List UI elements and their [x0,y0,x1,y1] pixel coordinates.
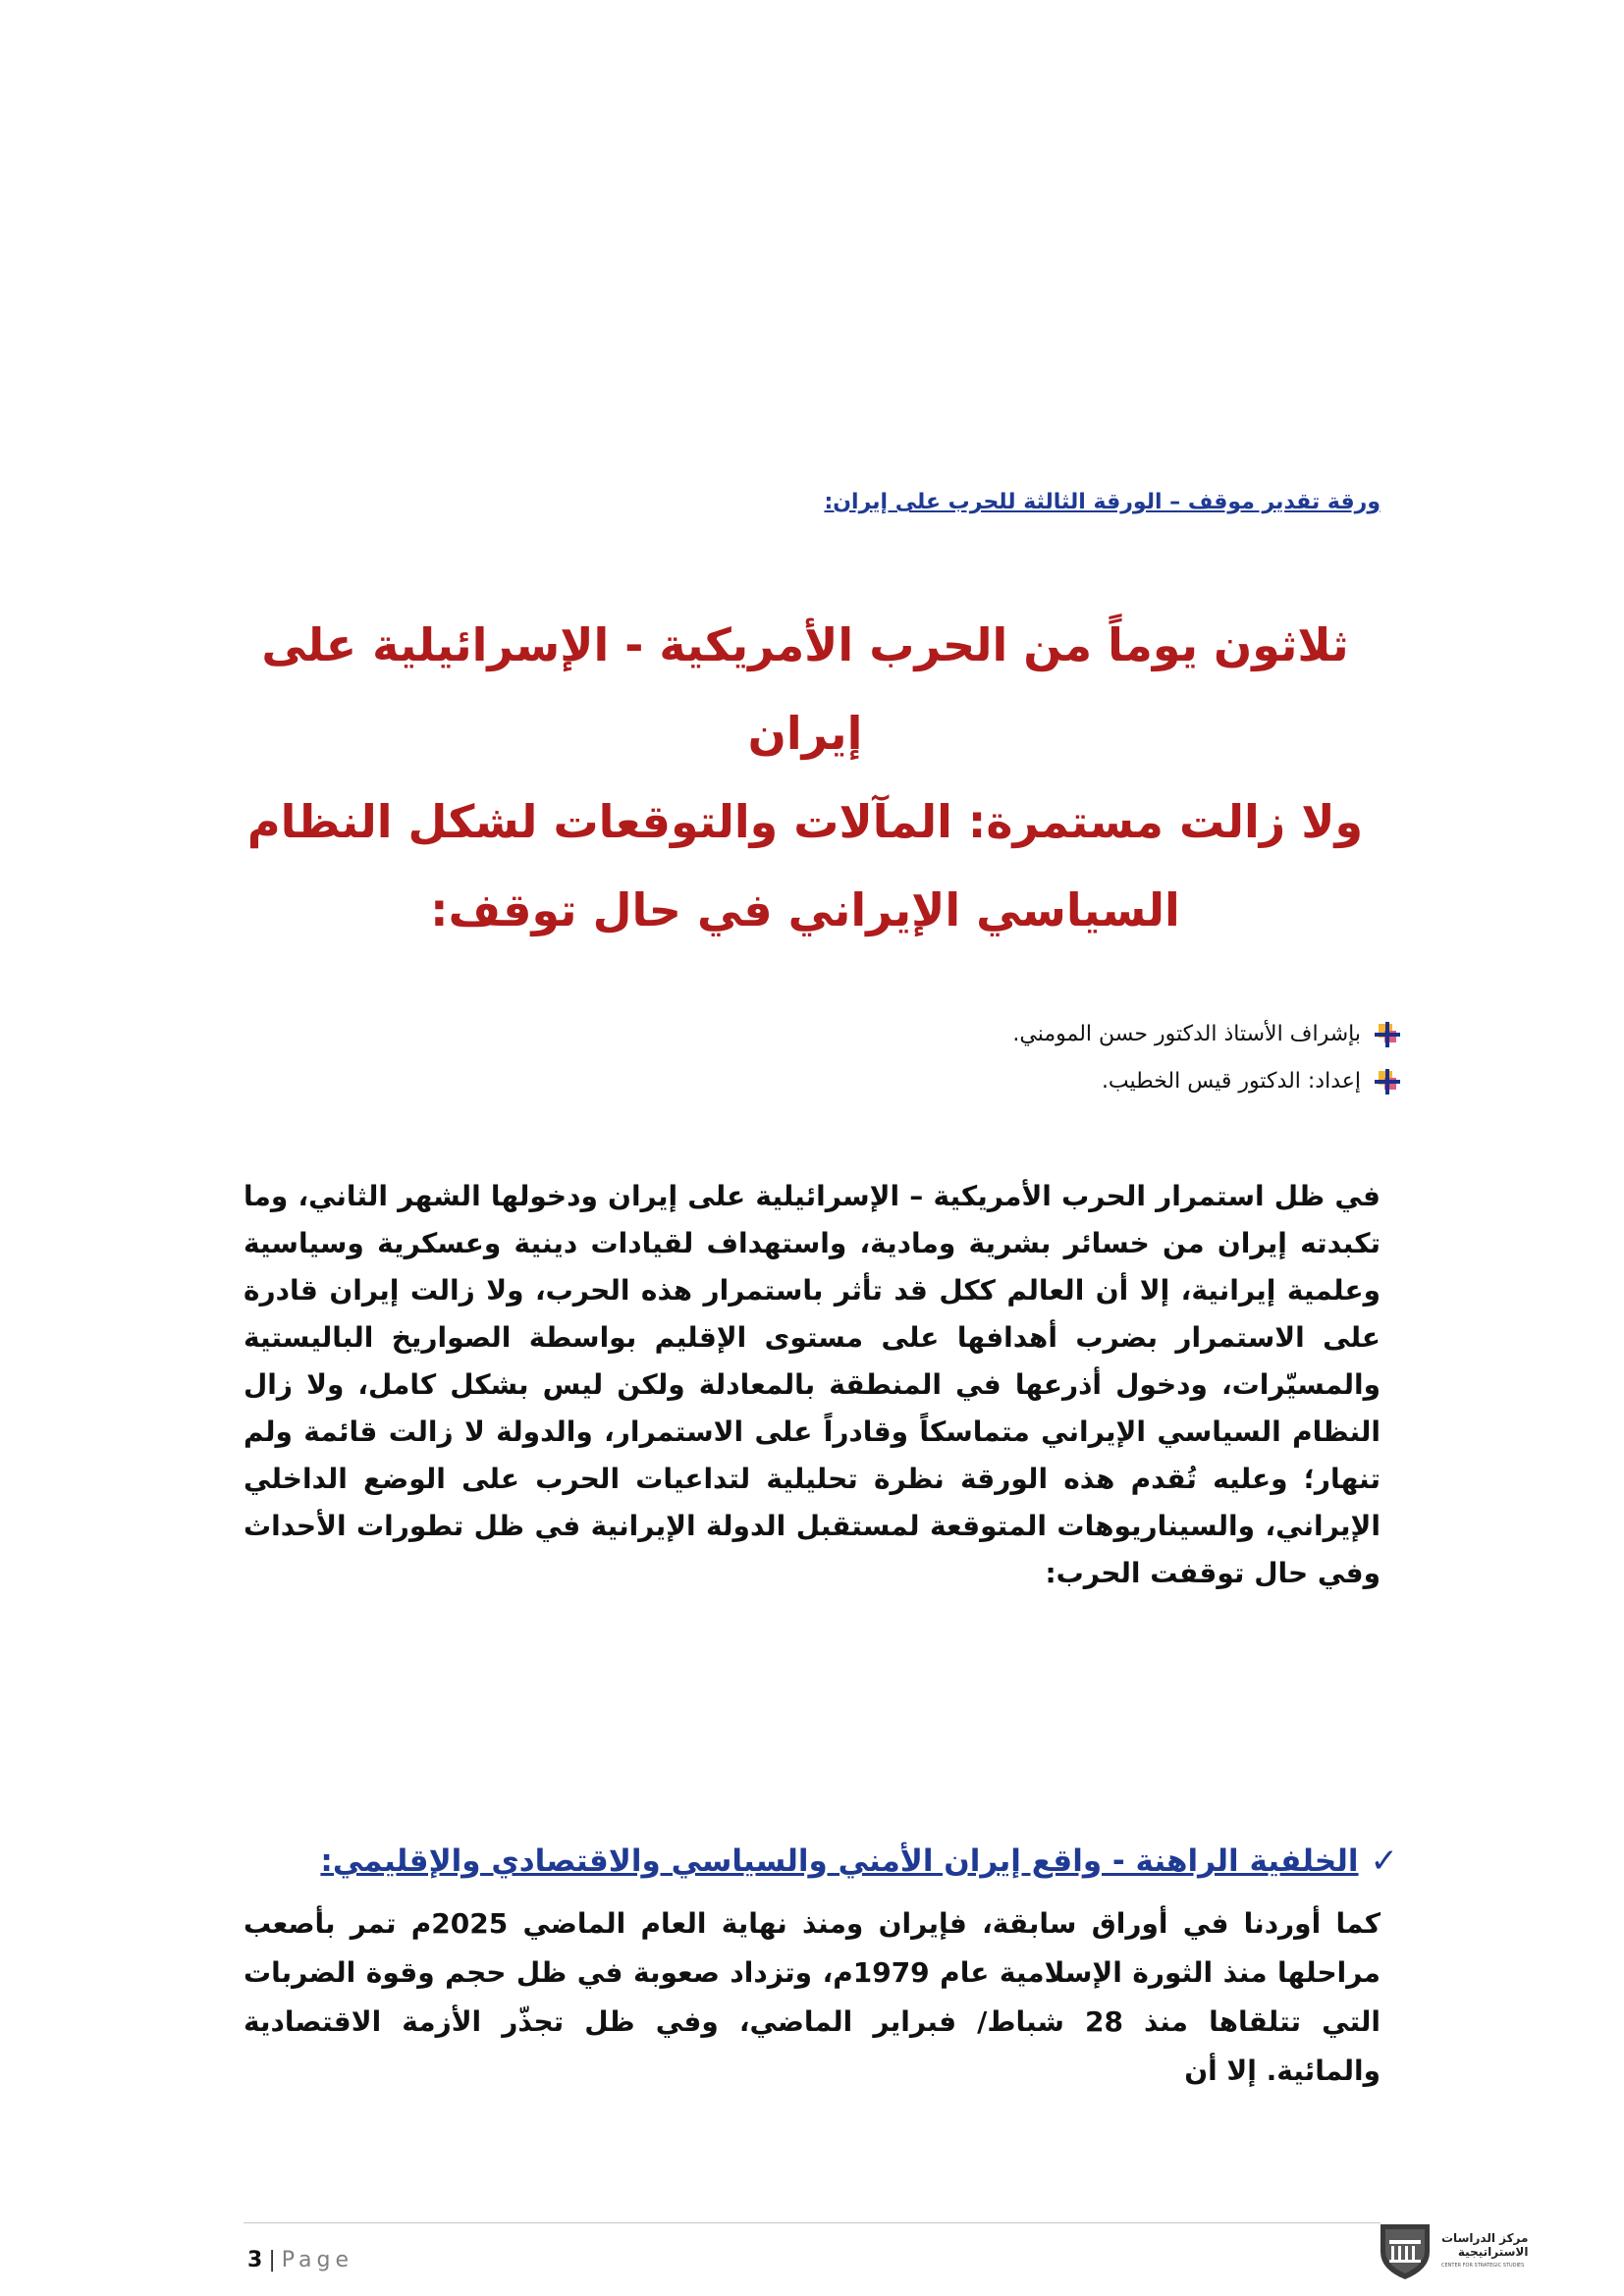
credit-supervision-text: بإشراف الأستاذ الدكتور حسن المومني. [1012,1022,1361,1046]
intro-paragraph: في ظل استمرار الحرب الأمريكية – الإسرائيلية على إيران ودخولها الشهر الثاني، وما تكبدته إيران من خسائر بشرية ومادية، واستهداف لقيادات دينية وعسكرية وسياسية وعلمية إيرانية، إلا أن العالم ككل قد تأثر باستمرار هذه الحرب، ولا زالت إيران قادرة على الاستمرار بضرب أهدافها على مستوى الإقليم بواسطة الصواريخ الباليستية والمسيّرات، ودخول أذرعها في المنطقة بالمعادلة ولكن ليس بشكل كامل، ولا زال النظام السياسي الإيراني متماسكاً وقادراً على الاستمرار، والدولة لا زالت قائمة ولم تنهار؛ وعليه تُقدم هذه الورقة نظرة تحليلية لتداعيات الحرب على الوضع الداخلي الإيراني، والسيناريوهات المتوقعة لمستقبل الدولة الإيرانية في ظل تطورات الأحداث وفي حال توقفت الحرب: [244,1180,1380,1589]
logo-line-3: CENTER FOR STRATEGIC STUDIES [1441,2263,1525,2269]
credit-author-text: إعداد: الدكتور قيس الخطيب. [1101,1069,1361,1094]
section-paragraph: كما أوردنا في أوراق سابقة، فإيران ومنذ نهاية العام الماضي 2025م تمر بأصعب مراحلها منذ الثورة الإسلامية عام 1979م، وتزداد صعوبة في ظل حجم وقوة الضربات التي تتلقاها منذ 28 شباط/ فبراير الماضي، وفي ظل تجذّر الأزمة الاقتصادية والمائية. إلا أن [244,1907,1381,2087]
page-number [247,2248,353,2272]
page-word: Page [281,2248,353,2272]
page-title [236,601,1375,954]
checkmark-icon: ✓ [1370,1842,1398,1881]
title-line-3: السياسي الإيراني في حال توقف: [430,883,1180,936]
footer-divider [244,2222,1380,2223]
page-number-value: 3 [247,2248,263,2272]
section-heading-text: الخلفية الراهنة - واقع إيران الأمني والسياسي والاقتصادي والإقليمي: [320,1843,1359,1879]
page-number-separator: | [268,2248,276,2272]
section-heading [269,1838,1398,1885]
title-line-1: ثلاثون يوماً من الحرب الأمريكية - الإسرائيلية على إيران [261,618,1349,760]
cross-bullet-icon [1375,1069,1400,1095]
credits-list [713,1011,1400,1105]
logo-text [1441,2231,1528,2272]
logo-line-2: الاستراتيجية [1457,2245,1529,2259]
title-line-2: ولا زالت مستمرة: المآلات والتوقعات لشكل النظام [246,795,1364,848]
paper-subtitle: ورقة تقدير موقف – الورقة الثالثة للحرب على إيران: [824,490,1380,514]
credit-supervision [713,1011,1400,1058]
center-logo [1377,2216,1534,2287]
credit-author [713,1058,1400,1105]
logo-line-1: مركز الدراسات [1441,2231,1529,2245]
cross-bullet-icon [1375,1022,1400,1047]
shield-logo-icon [1377,2218,1434,2285]
